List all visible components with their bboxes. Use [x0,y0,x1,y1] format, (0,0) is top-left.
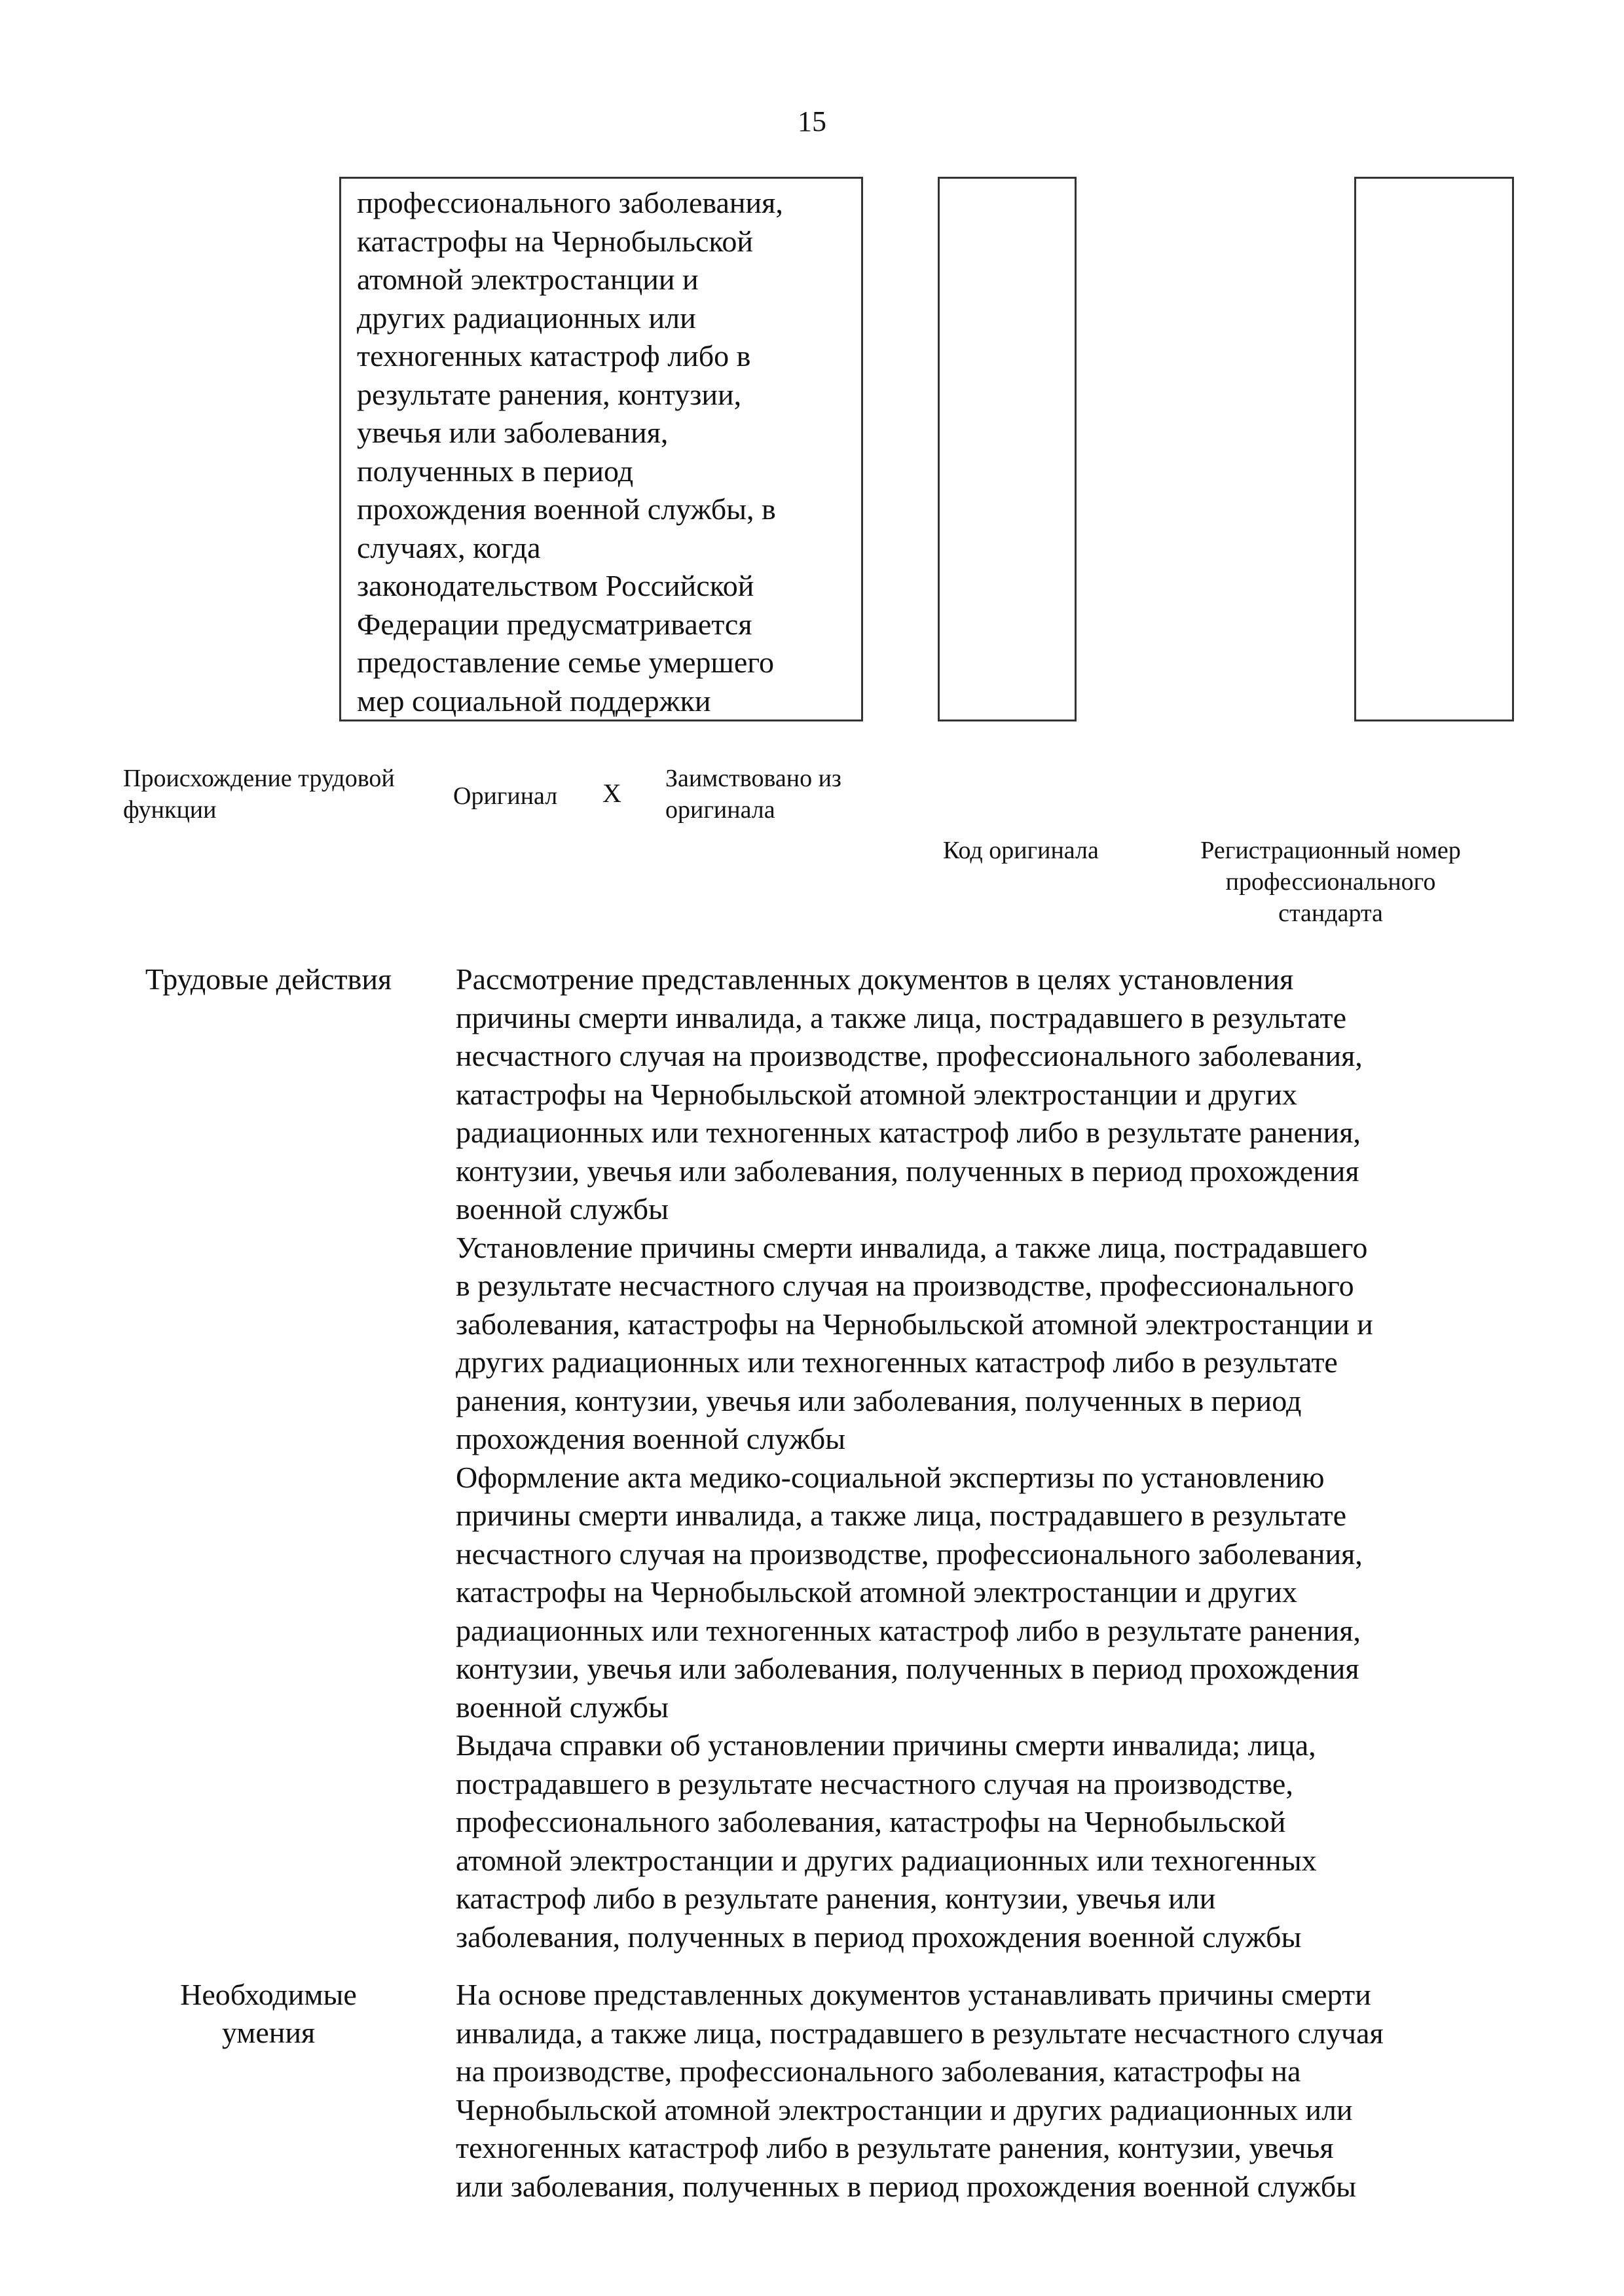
function-name-line: техногенных катастроф либо в [357,339,751,373]
function-name-line: катастрофы на Чернобыльской [357,224,754,258]
labor-action-item [456,1726,1517,1956]
text-line: или заболевания, полученных в период прохождения военной службы [456,2169,1357,2203]
function-name-line: полученных в период [357,454,634,488]
text-line: несчастного случая на производстве, профессионального заболевания, [456,1039,1363,1072]
function-name-line: профессионального заболевания, [357,186,783,219]
text-line: контузии, увечья или заболевания, полученных в период прохождения [456,1154,1359,1188]
labor-actions-content [456,960,1517,1956]
registration-number-box [1354,177,1514,721]
page-number: 15 [798,105,826,137]
original-code-caption: Код оригинала [943,837,1099,864]
text-line: Чернобыльской атомной электростанции и других радиационных или [456,2092,1353,2126]
text-line: инвалида, а также лица, пострадавшего в результате несчастного случая [456,2016,1384,2050]
text-line: катастроф либо в результате ранения, контузии, увечья или [456,1882,1216,1915]
text-line: техногенных катастроф либо в результате ранения, контузии, увечья [456,2131,1334,2164]
text-line: ранения, контузии, увечья или заболевания, полученных в период [456,1383,1302,1417]
text-line: заболевания, полученных в период прохождения военной службы [456,1920,1302,1954]
text-line: заболевания, катастрофы на Чернобыльской атомной электростанции и [456,1307,1373,1341]
text-line: других радиационных или техногенных катастроф либо в результате [456,1345,1338,1379]
registration-number-caption: Регистрационный номер профессионального стандарта [1200,837,1461,927]
text-line: причины смерти инвалида, а также лица, пострадавшего в результате [456,1000,1347,1034]
text-line: радиационных или техногенных катастроф либо в результате ранения, [456,1613,1361,1647]
required-skills-label-line: Необходимые [180,1978,357,2011]
function-name-line: Федерации предусматривается [357,607,752,641]
function-name-line: прохождения военной службы, в [357,492,776,526]
function-name-line: случаях, когда [357,530,541,564]
text-line: Рассмотрение представленных документов в целях установления [456,962,1294,996]
text-line: Оформление акта медико-социальной экспертизы по установлению [456,1460,1325,1494]
text-line: катастрофы на Чернобыльской атомной электростанции и других [456,1575,1297,1609]
text-line: в результате несчастного случая на производстве, профессионального [456,1269,1354,1302]
labor-action-item [456,1229,1517,1459]
function-name-line: других радиационных или [357,301,696,335]
text-line: пострадавшего в результате несчастного случая на производстве, [456,1766,1293,1800]
labor-action-item [456,1459,1517,1727]
text-line: прохождения военной службы [456,1422,846,1455]
required-skills-content [456,1976,1517,2206]
text-line: несчастного случая на производстве, профессионального заболевания, [456,1537,1363,1571]
labor-action-item [456,960,1517,1229]
function-name-line: законодательством Российской [357,569,754,602]
text-line: атомной электростанции и других радиационных или техногенных [456,1843,1317,1877]
text-line: контузии, увечья или заболевания, полученных в период прохождения [456,1652,1359,1685]
text-line: На основе представленных документов устанавливать причины смерти [456,1978,1371,2011]
text-line: катастрофы на Чернобыльской атомной электростанции и других [456,1077,1297,1111]
required-skills-label [98,1976,439,2052]
text-line: Установление причины смерти инвалида, а также лица, пострадавшего [456,1230,1368,1264]
labor-actions-label: Трудовые действия [145,962,392,996]
original-code-box [938,177,1077,721]
function-name-line: атомной электростанции и [357,263,699,296]
function-name-line: мер социальной поддержки [357,683,711,718]
original-label: Оригинал [453,782,558,810]
function-name-line: предоставление семье умершего [357,646,774,679]
text-line: радиационных или техногенных катастроф либо в результате ранения, [456,1116,1361,1149]
original-mark: X [602,778,621,808]
text-line: причины смерти инвалида, а также лица, пострадавшего в результате [456,1499,1347,1532]
required-skill-item [456,1976,1517,2206]
text-line: на производстве, профессионального заболевания, катастрофы на [456,2054,1301,2088]
required-skills-label-line: умения [221,2016,316,2049]
text-line: военной службы [456,1192,669,1226]
function-name-line: результате ранения, контузии, [357,377,742,411]
text-line: Выдача справки об установлении причины смерти инвалида; лица, [456,1728,1316,1762]
text-line: военной службы [456,1690,669,1724]
origin-label: Происхождение трудовой функции [123,765,395,824]
function-name-line: увечья или заболевания, [357,416,669,449]
text-line: профессионального заболевания, катастрофы на Чернобыльской [456,1805,1286,1838]
borrowed-label: Заимствовано из оригинала [665,765,841,824]
function-name-box [339,177,863,721]
